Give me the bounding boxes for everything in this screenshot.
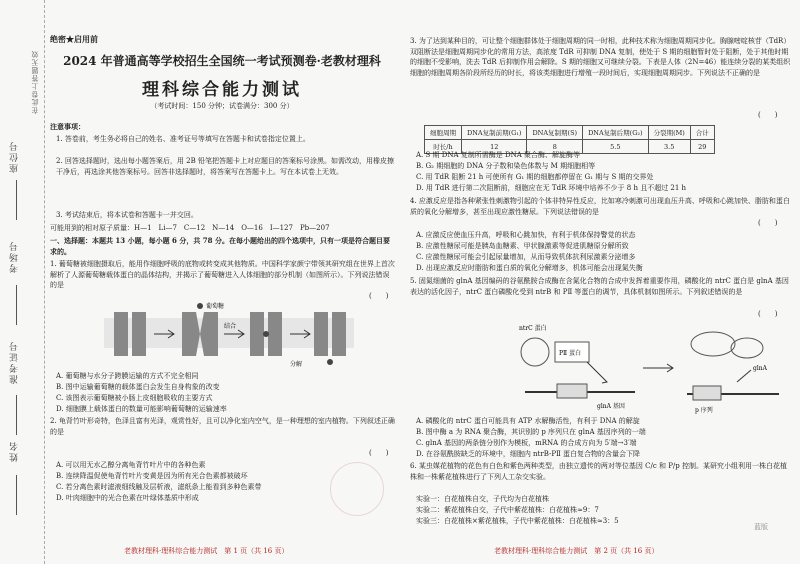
q3-option-d: D. 用 TdR 进行第二次阻断前，细胞应在无 TdR 环境中培养不少于 8 h 且不超过 21 h: [416, 184, 687, 192]
q5-option-a: A. 磷酸化的 ntrC 蛋白可能具有 ATP 水解酶活性，有利于 DNA 的解旋: [416, 417, 640, 425]
glucose-label: 葡萄糖: [206, 303, 225, 310]
p2-label: PⅡ 蛋白: [559, 350, 582, 357]
binding-strip: [0, 0, 45, 564]
table-header-cell: DNA复制后期(G₂): [583, 126, 648, 140]
q2-stem: 2. 龟背竹叶形奇特，色泽且富有光泽，观赏性好，且可以净化室内空气，是一种理想的室内植物。下列叙述正确的是: [50, 417, 395, 436]
q1-option-b: B. 图中运输葡萄糖的载体蛋白会发生自身构象的改变: [56, 383, 220, 391]
notes-heading: 注意事项：: [50, 122, 85, 131]
q4-option-b: B. 应激性糖尿可能是胰岛血糖素、甲状腺激素等促进肌糖原分解所致: [416, 242, 629, 250]
q4-option-d: D. 出现应激反应时脂肪和蛋白质的氧化分解增多，机体可能会出现氮失衡: [416, 264, 643, 272]
q5-answer-paren: ( ): [758, 310, 778, 318]
table-row-label: 时长/h: [425, 140, 462, 154]
release-label: 分解: [290, 361, 303, 368]
note-item-1: 1. 答卷前，考生务必将自己的姓名、准考证号等填写在答题卡和试卷指定位置上。: [56, 135, 310, 143]
section1-heading: 一、选择题：本题共 13 小题，每小题 6 分，共 78 分。在每小题给出的四个选项中，只有一项是符合题目要求的。: [50, 236, 390, 256]
bind-label: 结合: [224, 323, 237, 330]
q2-option-d: D. 叶肉细胞中的光合色素在叶绿体基质中形成: [56, 494, 199, 502]
q6-experiment-1: 实验一：白花植株自交，子代均为白花植株: [416, 495, 549, 503]
q2-option-b: B. 连续降温促使龟背竹叶片变黄是因为所有光合色素都被破坏: [56, 472, 248, 480]
q3-option-a: A. S 期 DNA 复制所需酶是 DNA 聚合酶、解旋酶等: [416, 151, 581, 159]
table-header-cell: DNA复制前期(G₁): [462, 126, 527, 140]
table-header-cell: 合计: [690, 126, 714, 140]
gene-regulation-diagram: [517, 322, 787, 414]
name-line: [16, 475, 17, 515]
q3-option-b: B. G₂ 期细胞的 DNA 分子数和染色体数与 M 期细胞相等: [416, 162, 596, 170]
q6-stem: 6. 某虫媒花植物的花色有白色和紫色两种类型，由独立遗传的两对等位基因 C/c 和 P/p 控制。某研究小组利用一株白花植株和一株紫花植株进行了下列人工杂交实验。: [410, 462, 787, 481]
edition-mark: 蓝版: [754, 523, 768, 531]
table-cell: 29: [690, 140, 714, 154]
q1-stem: 1. 葡萄糖被细胞摄取后，能用作细胞呼吸的底物或转变成其他物质。中国科学家颜宁带领其研究组在世界上首次解析了人源葡萄糖载体蛋白的晶体结构，并揭示了葡萄糖进入人体细胞的部分机制（如图所示）。下列说法错误的是: [50, 260, 395, 289]
q4-option-c: C. 应激性糖尿可能会引起尿量增加，从而导致机体抗利尿激素分泌增多: [416, 253, 636, 261]
p-sequence-box: [557, 384, 587, 398]
atomic-masses: 可能用到的相对原子质量：H—1 Li—7 C—12 N—14 O—16 I—127 Pb—207: [50, 224, 330, 232]
glna-label: glnA: [753, 365, 767, 372]
glucose-molecule-icon: [263, 331, 269, 337]
binding-hint: 在此卷上答题无效: [31, 50, 39, 114]
exam-meta: （考试时间：150 分钟；试卷满分：300 分）: [150, 102, 294, 110]
gln-protein-shape: [731, 338, 763, 358]
id-line: [16, 395, 17, 435]
table-header-cell: 分裂期(M): [648, 126, 690, 140]
footer-left: 老教材理科·理科综合能力测试 第 1 页（共 16 页）: [124, 547, 289, 555]
arrow-icon: [643, 364, 673, 372]
q1-answer-paren: ( ): [369, 292, 389, 300]
table-cell: 5.5: [583, 140, 648, 154]
table-cell: 8: [527, 140, 583, 154]
seat-label: 座位号: [10, 140, 20, 173]
ntrc-protein-shape: [521, 338, 549, 366]
id-label: 准考证号: [10, 340, 20, 384]
note-item-2: 2. 回答选择题时，选出每小题答案后，用 2B 铅笔把答题卡上对应题目的答案标号涂黑。如需改动，用橡皮擦干净后，再选涂其他答案标号。回答非选择题时，将答案写在答题卡上。写在本试卷上无效。: [56, 157, 394, 176]
exam-title: 2024 年普通高等学校招生全国统一考试预测卷·老教材理科: [63, 54, 381, 68]
q1-option-d: D. 细胞膜上载体蛋白的数量可能影响葡萄糖的运输速率: [56, 405, 227, 413]
p-sequence-box-2: [693, 386, 721, 400]
q3-stem: 3. 为了达到某种目的，可让整个细胞群体处于细胞周期的同一时相，此种技术称为细胞周期同步化。胸腺嘧啶核苷（TdR）双阻断法是细胞周期同步化的常用方法，高浓度 TdR 可抑制 DNA 复制，使处于 S 期的细胞暂时处于阻断，处于其他时期的细胞不受影响，洗去 TdR 后抑制作用会解除。S 期的细胞又可继续分裂。下表是人体（2N=46）能连续分裂的某类组织细胞的细胞周期各阶段所经历的时长，将该类细胞进行增殖一段时间后，实现细胞周期同步。下列说法不正确的是: [410, 37, 791, 77]
q2-option-c: C. 若分离色素时滤液细线触及层析液，滤纸条上能看到多种色素带: [56, 483, 262, 491]
table-header-cell: 细胞周期: [425, 126, 462, 140]
note-item-3: 3. 考试结束后，将本试卷和答题卡一并交回。: [56, 211, 198, 219]
right-column: [410, 0, 794, 564]
ntrc-complex-shape: [691, 332, 735, 356]
q4-option-a: A. 应激反应使血压升高，呼吸和心跳加快，有利于机体保持警觉的状态: [416, 231, 636, 239]
table-row: [425, 126, 715, 140]
q3-answer-paren: ( ): [758, 111, 778, 119]
q2-option-a: A. 可以用无水乙醇分离龟背竹叶片中的各种色素: [56, 461, 206, 469]
glucose-transport-diagram: [104, 300, 354, 368]
q3-option-c: C. 用 TdR 阻断 21 h 可使所有 G₁ 期的细胞都停留在 G₁ 期与 S 期的交界处: [416, 173, 654, 181]
glna-gene-label: glnA 基因: [597, 403, 625, 410]
secret-label: 绝密★启用前: [50, 34, 98, 44]
q5-option-b: B. 图中酶 a 为 RNA 聚合酶，其识别的 p 序列只在 glnA 基因序列的一端: [416, 428, 646, 436]
q6-experiment-2: 实验二：紫花植株自交，子代中紫花植株：白花植株≈9：7: [416, 506, 599, 514]
q4-answer-paren: ( ): [758, 219, 778, 227]
name-label: 姓名: [10, 440, 20, 462]
q5-option-d: D. 在谷氨酰胺缺乏的环境中，细胞内 ntrB-PⅡ 蛋白复合物的含量会下降: [416, 450, 641, 458]
glucose-molecule-icon: [197, 303, 203, 309]
q4-stem: 4. 应激反应是指各种紧张性刺激物引起的个体非特异性反应，比如寒冷刺激可出现血压升高、呼吸和心跳加快、脂肪和蛋白质的氧化分解增多，甚至出现应激性糖尿。下列说法错误的是: [410, 197, 790, 216]
subject-title: 理科综合能力测试: [142, 80, 302, 100]
table-cell: 12: [462, 140, 527, 154]
q5-option-c: C. glnA 基因的两条链分别作为模板，mRNA 的合成方向为 5′端→3′端: [416, 439, 637, 447]
table-header-cell: DNA复制期(S): [527, 126, 583, 140]
q1-option-a: A. 葡萄糖与水分子跨膜运输的方式不完全相同: [56, 372, 199, 380]
seat-line: [16, 180, 17, 220]
room-line: [16, 285, 17, 325]
room-label: 考场号: [10, 240, 20, 273]
q2-answer-paren: ( ): [369, 449, 389, 457]
watermark-stamp: [330, 462, 384, 516]
arrow-icon: [587, 362, 607, 383]
glucose-molecule-icon: [327, 359, 333, 365]
ntrc-label: ntrC 蛋白: [519, 325, 547, 332]
arrow-icon: [737, 370, 751, 382]
q6-experiment-3: 实验三：白花植株×紫花植株，子代中紫花植株：白花植株≈3：5: [416, 517, 619, 525]
q1-option-c: C. 该图表示葡萄糖被小肠上皮细胞吸收的主要方式: [56, 394, 213, 402]
p-sequence-label: p 序列: [695, 407, 713, 414]
q5-stem: 5. 固氮细菌的 glnA 基因编码的谷氨酰胺合成酶在含氮化合物的合成中发挥着重要作用，磷酸化的 ntrC 蛋白是 glnA 基因表达的活化因子，ntrC 蛋白磷酸化受到 ntrB 和 PⅡ 等蛋白的调节，具体机制如图所示。下列叙述错误的是: [410, 277, 789, 296]
table-cell: 3.5: [648, 140, 690, 154]
footer-right: 老教材理科·理科综合能力测试 第 2 页（共 16 页）: [494, 547, 659, 555]
